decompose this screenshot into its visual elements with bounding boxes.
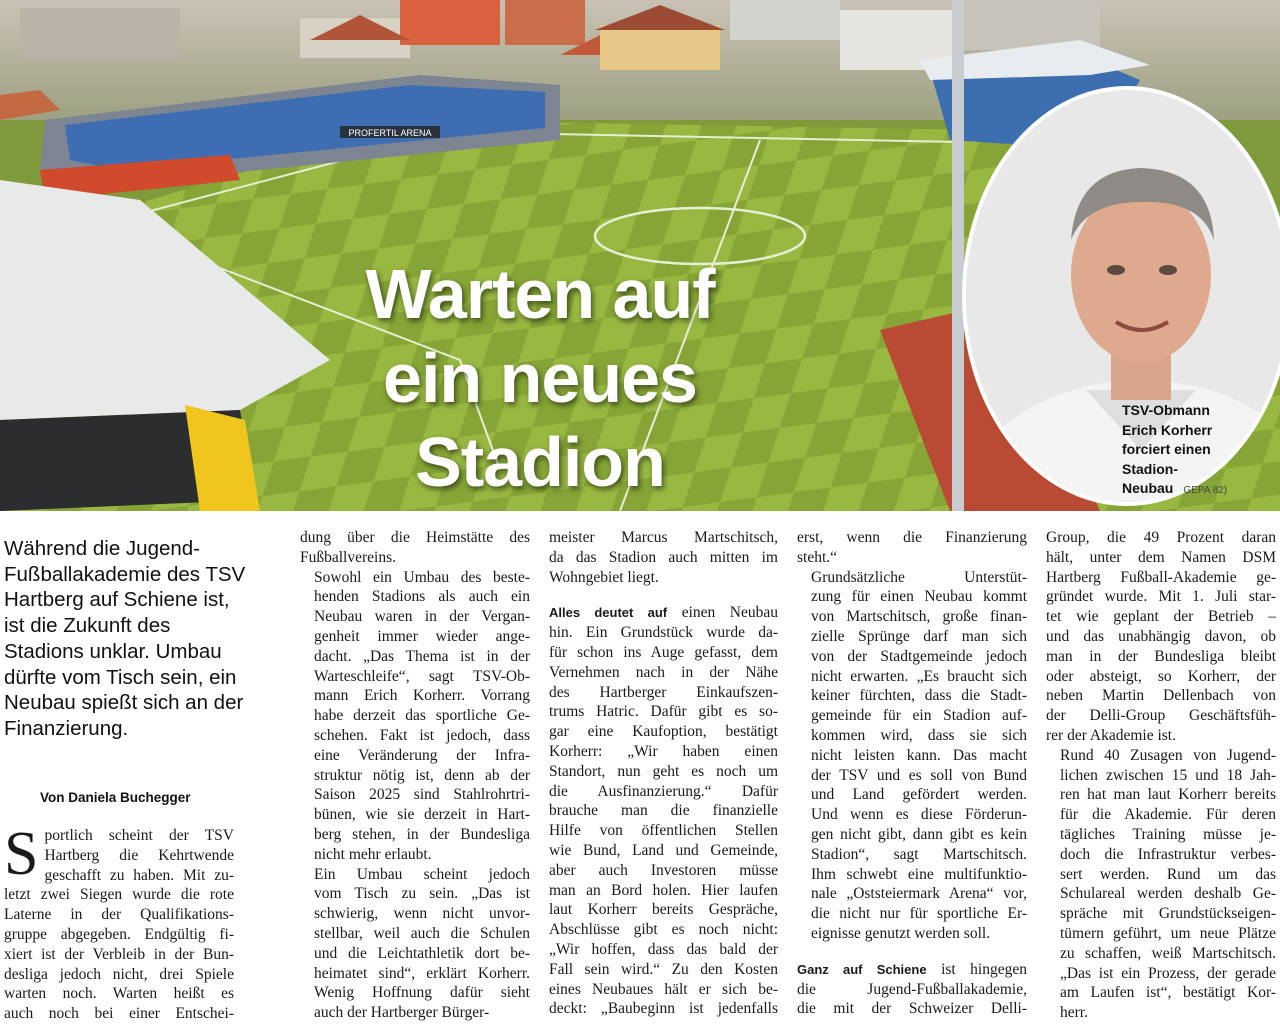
- text-line: spräche mit Grundstückseigen-: [1060, 905, 1276, 923]
- text-line: da das Stadion auch mitten im: [549, 548, 778, 566]
- text-line: bünen, wie sie derzeit in Hart-: [314, 806, 530, 824]
- portrait-caption: [1122, 401, 1272, 501]
- text-line: desliga jedoch nicht, drei Spiele: [4, 965, 234, 983]
- text-line: wie Bund, Land und Gemeinde,: [549, 841, 778, 859]
- text-line: Fall sein wird.“ Zu den Kosten: [549, 960, 778, 978]
- text-line: Schulareal werden deshalb Ge-: [1060, 885, 1276, 903]
- text-line: Rund 40 Zusagen von Jugend-: [1060, 746, 1276, 764]
- text-line: Laterne in der Qualifikations-: [4, 906, 234, 924]
- text-line: hält, unter dem Namen DSM: [1046, 548, 1276, 566]
- house: [400, 0, 500, 45]
- text-line: herr.: [1060, 1004, 1088, 1022]
- text-line: geschafft zu haben. Mit zu-: [44, 866, 234, 884]
- text-line: schehen. Fakt ist jedoch, dass: [314, 726, 530, 744]
- house: [505, 0, 585, 45]
- stand-sign: PROFERTIL ARENA: [348, 128, 432, 138]
- house: [730, 0, 840, 40]
- text-line: auch der Hartberger Bürger-: [314, 1004, 490, 1022]
- text-line: trums Hatric. Dafür gibt es so-: [549, 703, 778, 721]
- text-line: stellbar, weil auch die Schulen: [314, 924, 530, 942]
- article-column-3: [549, 528, 778, 1019]
- text-line: eignisse genutzt werden soll.: [811, 924, 991, 942]
- text-line: zielle Sprünge darf man sich: [811, 627, 1027, 645]
- paragraph: [1046, 746, 1276, 1023]
- eye: [1107, 265, 1125, 275]
- text-line: von der Stadtgemeinde jedoch: [811, 647, 1027, 665]
- text-line: Group, die 49 Prozent daran: [1046, 529, 1276, 546]
- text-line: Wenig Hoffnung dafür sieht: [314, 984, 530, 1002]
- text-line: gruppe abgegeben. Endgültig fi-: [4, 925, 234, 943]
- text-line: Und wenn es diese Förderun-: [811, 806, 1027, 824]
- text-line: Stadion“, sagt Martschitsch.: [811, 845, 1027, 863]
- article-column-2: [300, 528, 530, 1023]
- text-line: von Martschitsch, große finan-: [811, 608, 1027, 626]
- text-line: tägliches Training müsse je-: [1060, 825, 1276, 843]
- text-line: und das unabhängig davon, ob: [1046, 627, 1276, 645]
- paragraph-lines: [549, 623, 778, 1019]
- text-line: tet wie geplant der Betrieb –: [1046, 608, 1276, 626]
- subhead-continuation: ist hingegen: [941, 960, 1027, 978]
- text-line: erst, wenn die Finanzierung: [797, 529, 1027, 546]
- caption-line: Stadion-: [1122, 460, 1178, 477]
- text-line: ren hat man laut Korherr bereits: [1060, 786, 1276, 804]
- article-column-5: [1046, 528, 1276, 1023]
- caption-line: Erich Korherr: [1122, 421, 1213, 438]
- text-line: eine Veränderung der Infra-: [314, 746, 530, 764]
- text-line: und Land gefördert werden.: [811, 786, 1027, 804]
- text-line: Sowohl ein Umbau des beste-: [314, 568, 530, 586]
- text-line: gemeinde für ein Stadion auf-: [811, 707, 1027, 725]
- text-line: gar eine Kaufoption, bestätigt: [549, 723, 778, 741]
- text-line: portlich scheint der TSV: [44, 827, 234, 844]
- house: [20, 8, 180, 58]
- text-line: kommen wird, dass sie sich: [811, 726, 1027, 744]
- text-line: Hilfe von öffentlichen Stellen: [549, 822, 778, 840]
- text-line: Korherr: „Wir haben einen: [549, 742, 778, 760]
- paragraph: [549, 528, 778, 587]
- text-line: schwierig, wenn nicht unvor-: [314, 905, 530, 923]
- text-line: dacht. „Das Thema ist in der: [314, 647, 530, 665]
- paragraph: [1046, 528, 1276, 746]
- text-line: nicht mehr erlaubt.: [314, 845, 432, 863]
- text-line: Ein Umbau scheint jedoch: [314, 865, 530, 883]
- text-line: steht.“: [797, 548, 838, 566]
- text-line: und die Leichtathletik dort be-: [314, 944, 530, 962]
- text-line: Abschlüsse gibt es noch nicht:: [549, 921, 778, 939]
- paragraph-lines: [797, 980, 1027, 1020]
- text-line: vom Tisch zu sein. „Das ist: [314, 885, 530, 903]
- eye: [1159, 265, 1177, 275]
- subhead-label: Ganz auf Schiene: [797, 961, 927, 977]
- text-line: der TSV und es soll von Bund: [811, 766, 1027, 784]
- text-line: genheit immer wieder ange-: [314, 627, 530, 645]
- subhead-label: Alles deutet auf: [549, 605, 668, 621]
- caption-line: forciert einen: [1122, 441, 1211, 457]
- lead-paragraph: Während die Jugend-Fußballakademie des TSV Hartberg auf Schiene ist, ist die Zukunft des Stadions unklar. Umbau dürfte vom Tisch sein, ein Neubau spießt sich an der Finanzierung.: [4, 537, 246, 740]
- text-line: doch die Infrastruktur verbes-: [1060, 845, 1276, 863]
- text-line: Ihm schwebt eine multifunktio-: [811, 865, 1027, 883]
- text-line: Grundsätzliche Unterstüt-: [811, 568, 1027, 586]
- text-line: der Delli-Group Geschäftsfüh-: [1046, 707, 1276, 725]
- caption-line: TSV-Obmann: [1122, 402, 1210, 418]
- text-line: zu schaffen, weiß Martschitsch.: [1060, 944, 1276, 962]
- text-line: habe derzeit das sportliche Ge-: [314, 707, 530, 725]
- article-column-1: [4, 820, 234, 1024]
- text-line: rer der Akademie ist.: [1046, 726, 1176, 744]
- paragraph: [797, 528, 1027, 568]
- text-line: Hartberg Fußball-Akademie ge-: [1046, 568, 1276, 586]
- photo-credit: GEPA 82): [1183, 485, 1228, 496]
- text-line: Hartberg die Kehrtwende: [44, 846, 234, 864]
- text-line: Vernehmen nach in der Nähe: [549, 663, 778, 681]
- text-line: gen nicht gibt, dann gibt es kein: [811, 825, 1027, 843]
- text-line: xiert ist der Verbleib in der Bun-: [4, 945, 234, 963]
- text-line: zung für einen Neubau kommt: [811, 588, 1027, 606]
- text-line: Fußballvereins.: [300, 548, 396, 566]
- text-line: eines Neubaues hält er sich be-: [549, 980, 778, 998]
- text-line: die Jugend-Fußballakademie,: [797, 980, 1027, 998]
- text-line: berg stehen, in der Bundesliga: [314, 825, 530, 843]
- text-line: man in der Bundesliga bleibt: [1046, 647, 1276, 665]
- text-line: auch noch bei einer Entschei-: [4, 1005, 234, 1023]
- text-line: dung über die Heimstätte des: [300, 529, 530, 546]
- text-line: deckt: „Baubeginn ist jedenfalls: [549, 1000, 778, 1018]
- text-line: am Laufen ist“, bestätigt Kor-: [1060, 984, 1276, 1002]
- article-column-4: [797, 528, 1027, 1019]
- text-line: nicht leisten kann. Das macht: [811, 746, 1027, 764]
- floodlight-mast: [952, 0, 964, 511]
- text-line: lichen zwischen 15 und 18 Jah-: [1060, 766, 1276, 784]
- text-line: Neubau waren in der Vergan-: [314, 608, 530, 626]
- hero-photo: [0, 0, 1280, 511]
- paragraph: [549, 603, 778, 1019]
- dropcap: S: [4, 820, 39, 888]
- text-line: henden Stadions als auch ein: [314, 588, 530, 606]
- paragraph: [300, 865, 530, 1023]
- paragraph: [300, 528, 530, 568]
- text-line: sert werden. Rund um das: [1060, 865, 1276, 883]
- text-line: brauche man die finanzielle: [549, 802, 778, 820]
- text-line: tümern geführt, um neue Plätze: [1060, 924, 1276, 942]
- text-line: mann Erich Korherr. Vorrang: [314, 687, 530, 705]
- paragraph: [797, 568, 1027, 944]
- text-line: die Ausfinanzierung.“ Dafür: [549, 782, 778, 800]
- text-line: die nicht nur für sportliche Er-: [811, 905, 1027, 923]
- paragraph: [300, 568, 530, 865]
- text-line: [797, 960, 1027, 980]
- text-line: meister Marcus Martschitsch,: [549, 529, 778, 546]
- headline-line: Stadion: [415, 423, 665, 501]
- text-line: des Hartberger Einkaufszen-: [549, 683, 778, 701]
- text-line: Standort, nun geht es noch um: [549, 762, 778, 780]
- headline: [340, 252, 740, 504]
- house: [600, 25, 720, 70]
- text-line: warten noch. Warten heißt es: [4, 985, 234, 1003]
- text-line: [549, 603, 778, 623]
- text-line: „Wir hoffen, dass das bald der: [549, 940, 778, 958]
- text-line: Warteschleife“, sagt TSV-Ob-: [314, 667, 530, 685]
- text-line: für schon ins Auge gefasst, dem: [549, 643, 778, 661]
- headline-line: Warten auf: [365, 255, 715, 333]
- text-line: aber auch Investoren müsse: [549, 861, 778, 879]
- text-line: nale „Oststeiermark Arena“ vor,: [811, 885, 1027, 903]
- text-line: neben Martin Dellenbach von: [1046, 687, 1276, 705]
- text-line: letzt zwei Siegen wurde die rote: [4, 886, 234, 904]
- text-line: oder absteigt, so Korherr, der: [1046, 667, 1276, 685]
- headline-line: ein neues: [383, 339, 697, 417]
- text-line: die mit der Schweizer Delli-: [797, 1000, 1027, 1018]
- byline: Von Daniela Buchegger: [40, 790, 191, 805]
- text-line: heimatet sind“, erklärt Korherr.: [314, 964, 530, 982]
- text-line: gründet wurde. Mit 1. Juli star-: [1046, 588, 1276, 606]
- text-line: man an Bord holen. Hier laufen: [549, 881, 778, 899]
- text-line: keiner fürchten, dass die Stadt-: [811, 687, 1027, 705]
- text-line: Wohngebiet liegt.: [549, 568, 659, 586]
- caption-line: [1122, 479, 1272, 501]
- text-line: laut Korherr bereits Gespräche,: [549, 901, 778, 919]
- text-line: hin. Ein Grundstück wurde da-: [549, 624, 778, 642]
- text-line: struktur nötig ist, denn ab der: [314, 766, 530, 784]
- subhead-continuation: einen Neubau: [681, 604, 778, 622]
- text-line: für die Akademie. Für deren: [1060, 806, 1276, 824]
- paragraph: [797, 960, 1027, 1019]
- text-line: nicht erwarten. „Es braucht sich: [811, 667, 1027, 685]
- text-line: „Das ist ein Prozess, der gerade: [1060, 964, 1276, 982]
- text-line: Saison 2025 sind Stahlrohrtri-: [314, 786, 530, 804]
- caption-word: Neubau: [1122, 480, 1174, 496]
